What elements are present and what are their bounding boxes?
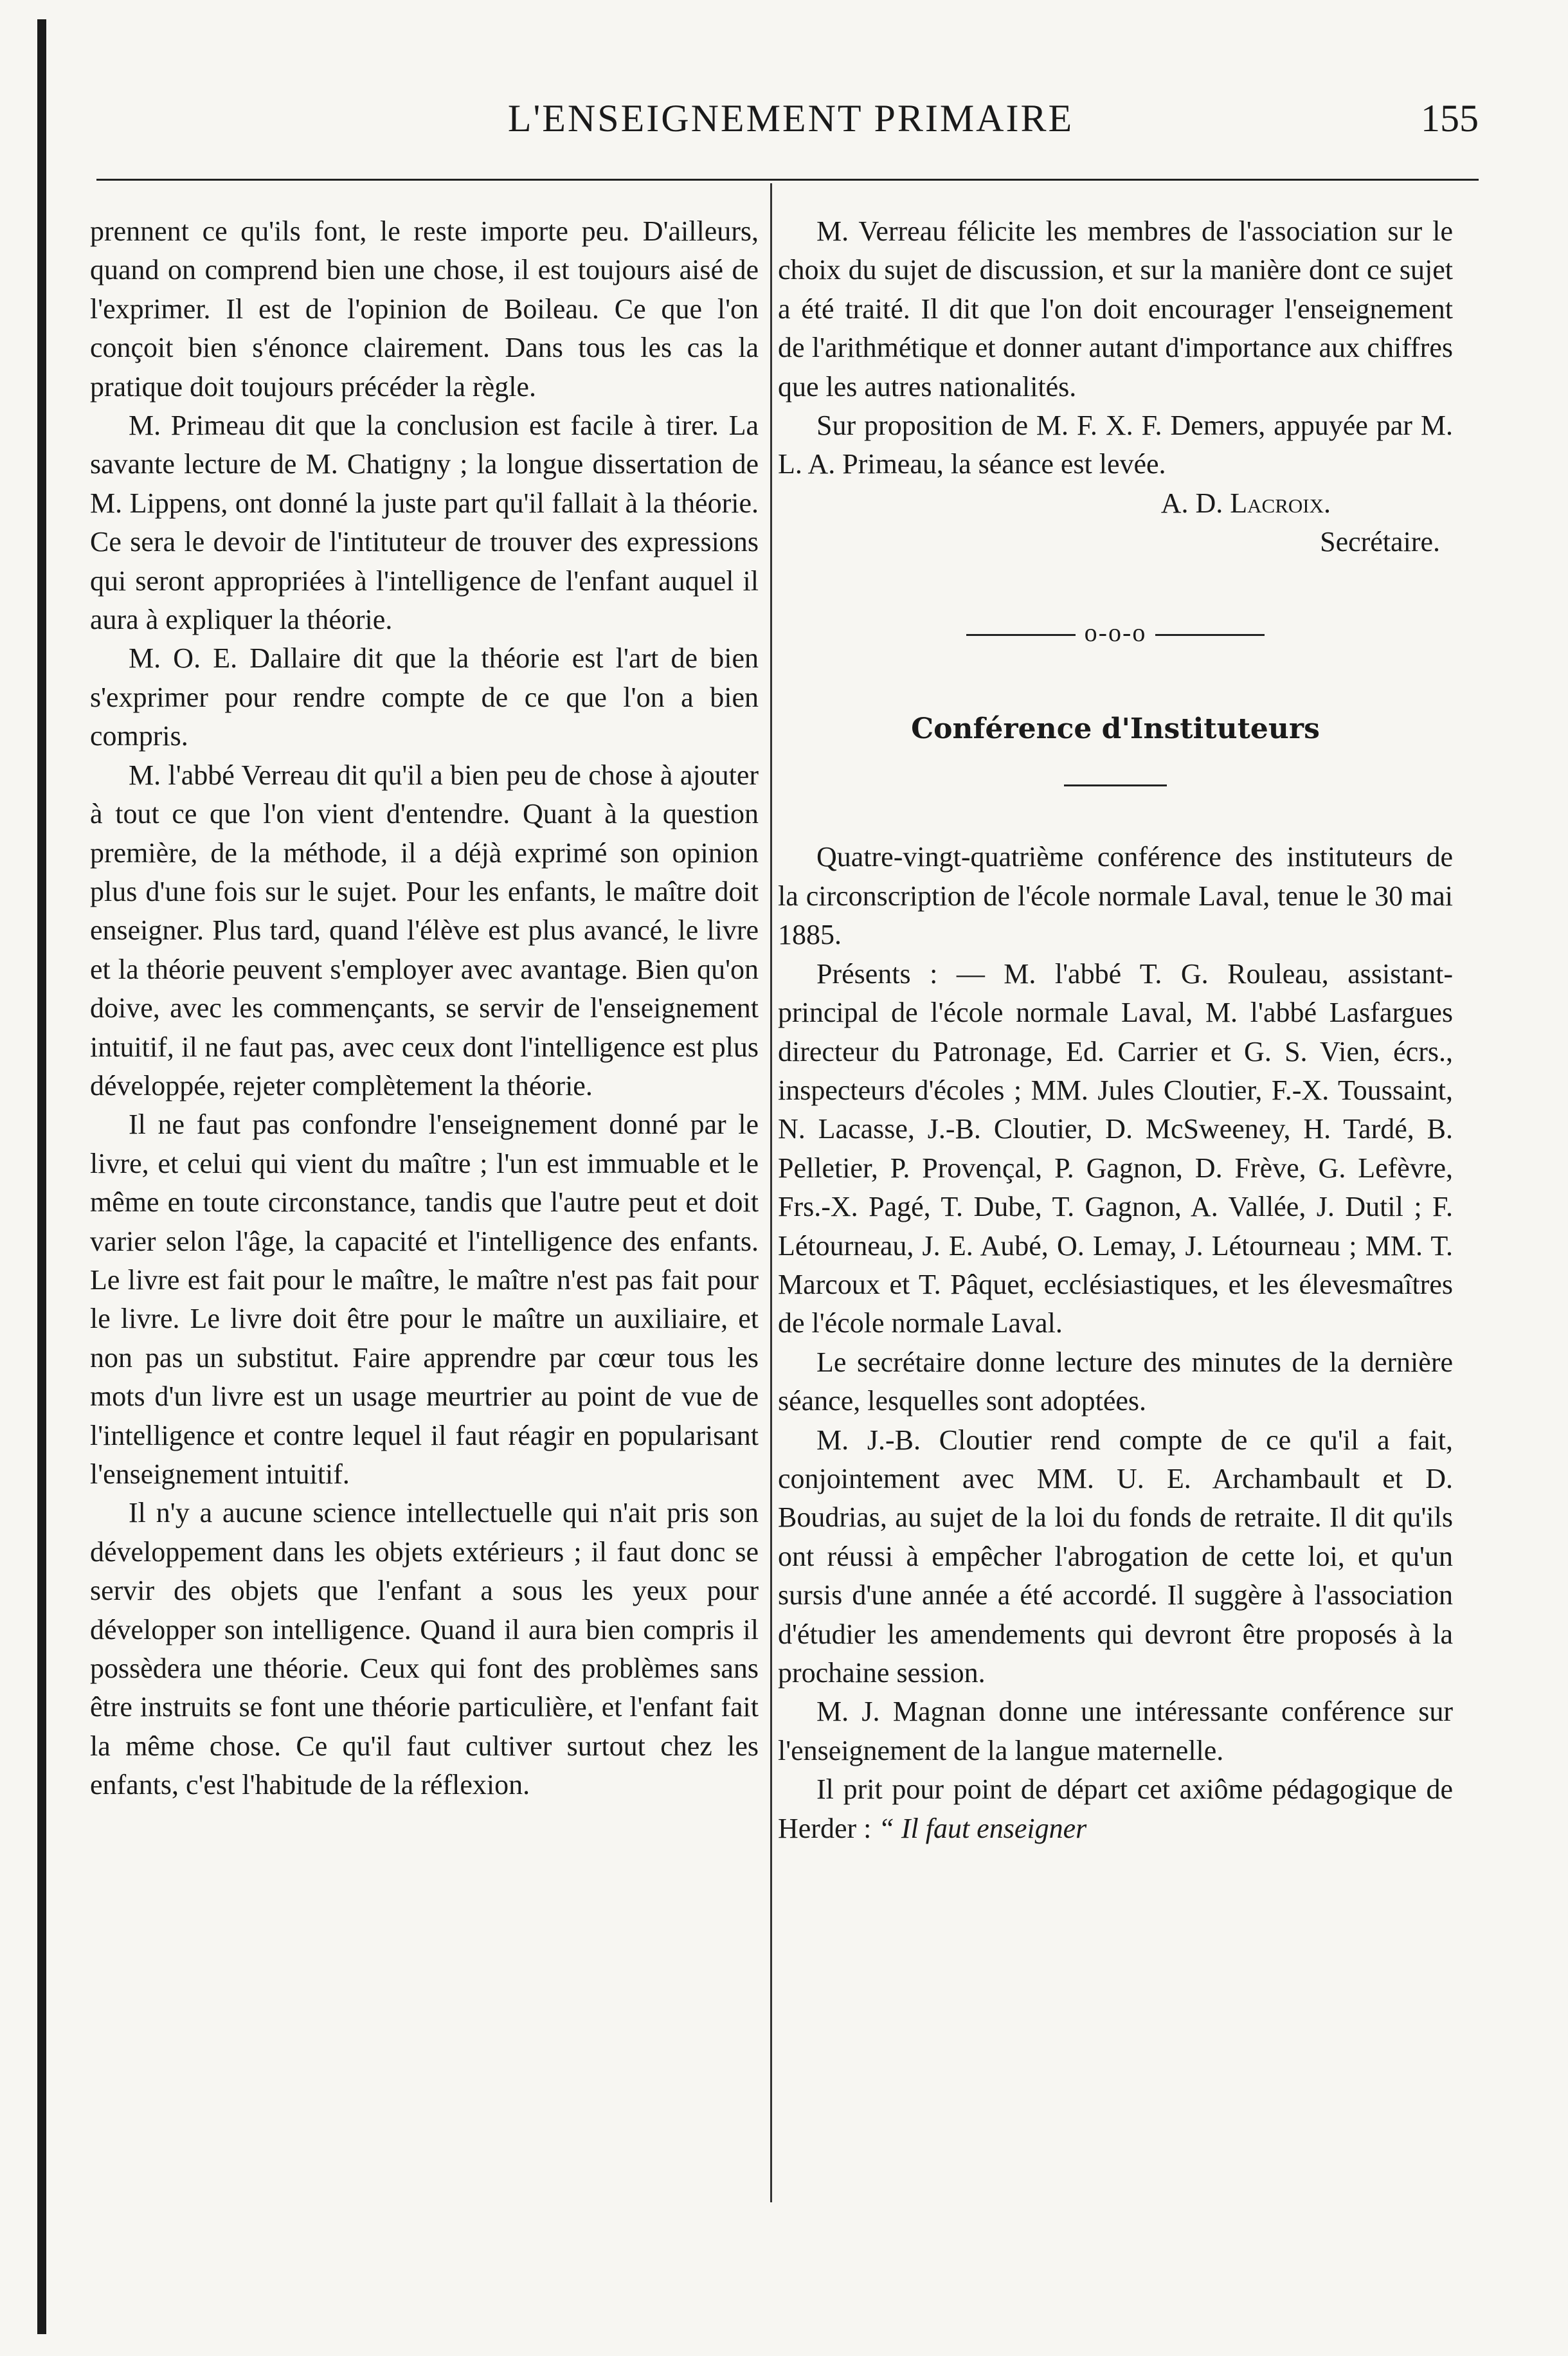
herder-quote: “ Il faut enseigner xyxy=(878,1812,1087,1844)
signature-role: Secrétaire. xyxy=(1320,526,1440,558)
running-title: L'ENSEIGNEMENT PRIMAIRE xyxy=(507,97,1074,140)
left-column xyxy=(90,212,759,1805)
paragraph-last-text: Il prit pour point de départ cet axiôme pédagogique de Herder : xyxy=(778,1773,1453,1844)
paragraph: M. O. E. Dallaire dit que la théorie est l'art de bien s'exprimer pour rendre compte de ce que l'on a bien compris. xyxy=(90,642,759,752)
paragraph: Il ne faut pas confondre l'enseignement donné par le livre, et celui qui vient du maître ; l'un est immuable et le même en toute circonstance, tandis que l'autre peut et doit varier selon l'âge, la capacité et l'intelligence des enfants. Le livre est fait pour le maître, le maître n'est pas fait pour le livre. Le livre doit être pour le maître un auxiliaire, et non pas un substitut. Faire apprendre par cœur tous les mots d'un livre est un usage meurtrier au point de vue de l'intelligence et contre lequel il faut réagir en popularisant l'enseignement intuitif. xyxy=(90,1109,759,1490)
ornament-rule-right xyxy=(1155,634,1265,636)
page-edge-shadow xyxy=(37,19,46,2334)
paragraph: prennent ce qu'ils font, le reste importe peu. D'ailleurs, quand on comprend bien une chose, il est toujours aisé de l'exprimer. Il est de l'opinion de Boileau. Ce que l'on conçoit bien s'énonce clairement. Dans tous les cas la pratique doit toujours précéder la règle. xyxy=(90,215,759,403)
paragraph-last xyxy=(778,1770,1453,1848)
title-rule xyxy=(1064,784,1167,786)
paragraph: Il n'y a aucune science intellectuelle qui n'ait pris son développement dans les objets extérieurs ; il faut donc se servir des objets que l'enfant a sous les yeux pour développer son intelligence. Quand il aura bien compris il possèdera une théorie. Ceux qui font des problèmes sans être instruits se font une théorie particulière, et l'enfant fait la même chose. Ce qu'il faut cultiver surtout chez les enfants, c'est l'habitude de la réflexion. xyxy=(90,1497,759,1801)
paragraph: Sur proposition de M. F. X. F. Demers, appuyée par M. L. A. Primeau, la séance est levée. xyxy=(778,410,1453,480)
paragraph: M. l'abbé Verreau dit qu'il a bien peu de chose à ajouter à tout ce que l'on vient d'entendre. Quant à la question première, de la méthode, il a déjà exprimé son opinion plus d'une fois sur le sujet. Pour les enfants, le maître doit enseigner. Plus tard, quand l'élève est plus avancé, le livre et la théorie peuvent s'employer avec avantage. Bien qu'on doive, avec les commençants, se servir de l'enseignement intuitif, il ne faut pas, avec ceux dont l'intelligence est plus développée, rejeter complètement la théorie. xyxy=(90,759,759,1101)
paragraph: M. J. Magnan donne une intéressante conférence sur l'enseignement de la langue maternelle. xyxy=(778,1696,1453,1766)
paragraph: M. Verreau félicite les membres de l'association sur le choix du sujet de discussion, et sur la manière dont ce sujet a été traité. Il dit que l'on doit encourager l'enseignement de l'arithmétique et donner autant d'importance aux chiffres que les autres nationalités. xyxy=(778,215,1453,403)
page-header xyxy=(103,96,1479,154)
section-ornament xyxy=(778,613,1453,652)
paragraph: Présents : — M. l'abbé T. G. Rouleau, assistant-principal de l'école normale Laval, M. l'abbé Lasfargues directeur du Patronage, Ed. Carrier et G. S. Vien, écrs., inspecteurs d'écoles ; MM. Jules Cloutier, F.-X. Toussaint, N. Lacasse, J.-B. Cloutier, D. McSweeney, H. Tardé, B. Pelletier, P. Provençal, P. Gagnon, D. Frève, G. Lefèvre, Frs.-X. Pagé, T. Dube, T. Gagnon, A. Vallée, J. Dutil ; F. Létourneau, J. E. Aubé, O. Lemay, J. Létourneau ; MM. T. Marcoux et T. Pâquet, ecclésiastiques, et les élevesmaîtres de l'école normale Laval. xyxy=(778,957,1453,1339)
paragraph: M. Primeau dit que la conclusion est facile à tirer. La savante lecture de M. Chatigny ; la longue dissertation de M. Lippens, ont donné la juste part qu'il fallait à la théorie. Ce sera le devoir de l'intituteur de trouver des expressions qui seront appropriées à l'intelligence de l'enfant auquel il aura à expliquer la théorie. xyxy=(90,410,759,636)
page-number: 155 xyxy=(1421,97,1479,140)
signature-name: A. D. Lacroix. xyxy=(1160,487,1331,519)
paragraph: M. J.-B. Cloutier rend compte de ce qu'il a fait, conjointement avec MM. U. E. Archambault et D. Boudrias, au sujet de la loi du fonds de retraite. Il dit qu'ils ont réussi à empêcher l'abrogation de cette loi, et qu'un sursis d'une année a été accordé. Il suggère à l'association d'étudier les amendements qui devront être proposés à la prochaine session. xyxy=(778,1424,1453,1689)
section-title: Conférence d'Instituteurs xyxy=(911,712,1320,746)
paragraph: Quatre-vingt-quatrième conférence des instituteurs de la circonscription de l'école normale Laval, tenue le 30 mai 1885. xyxy=(778,841,1453,951)
header-rule xyxy=(96,179,1479,181)
right-column xyxy=(778,212,1453,1848)
column-divider xyxy=(770,183,772,2202)
ornament-rule-left xyxy=(966,634,1076,636)
ornament-glyph: o-o-o xyxy=(1084,617,1147,647)
paragraph: Le secrétaire donne lecture des minutes de la dernière séance, lesquelles sont adoptées. xyxy=(778,1346,1453,1417)
